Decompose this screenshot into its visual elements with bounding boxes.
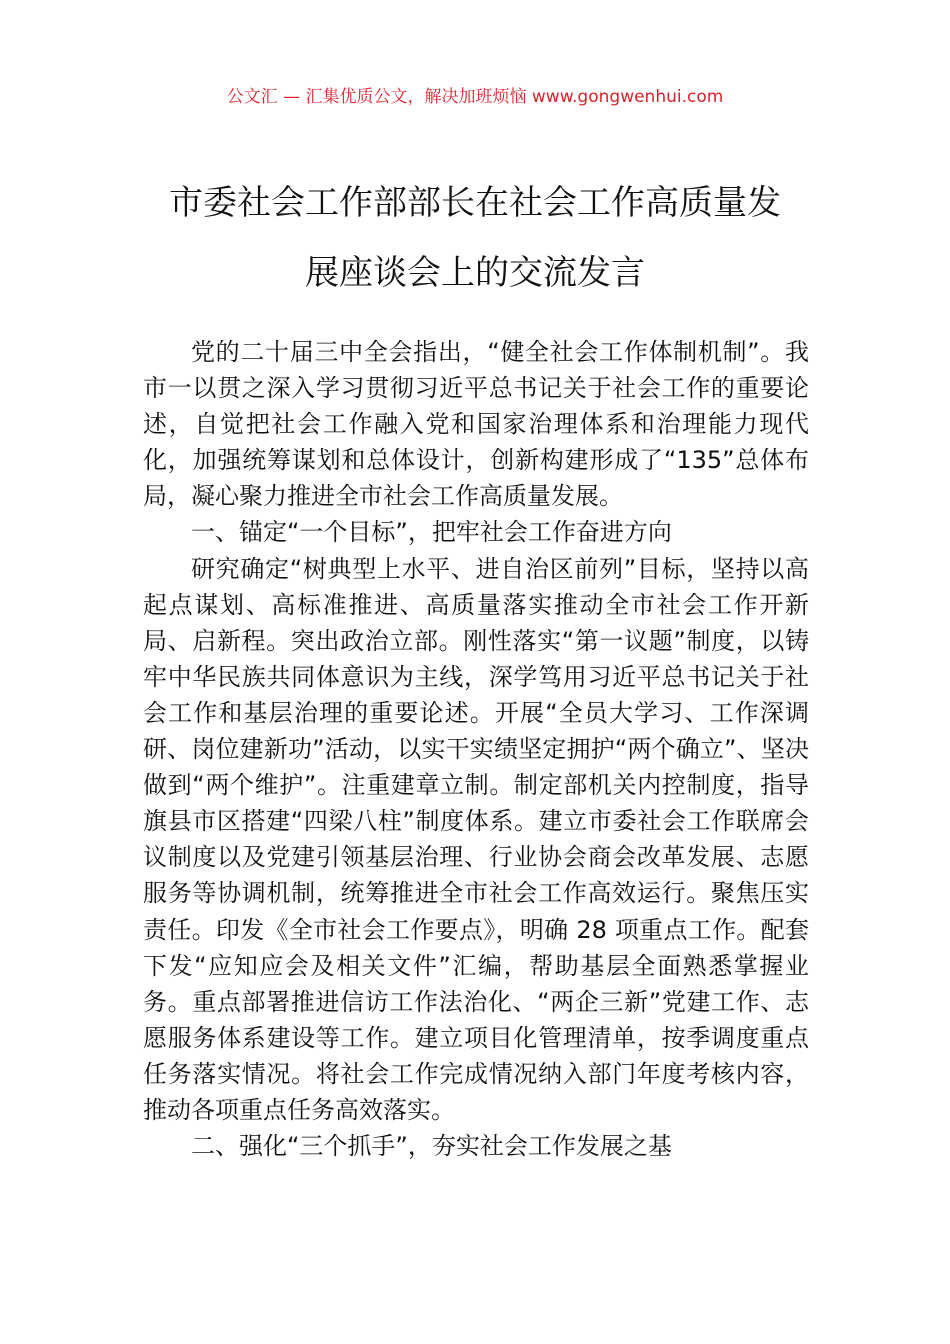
paragraph-intro: 党的二十届三中全会指出，“健全社会工作体制机制”。我市一以贯之深入学习贯彻习近平总书记关于社会工作的重要论述，自觉把社会工作融入党和国家治理体系和治理能力现代化，加强统筹谋划和总体设计，创新构建形成了“135”总体布局，凝心聚力推进全市社会工作高质量发展。 — [143, 338, 809, 511]
document-title — [120, 168, 830, 308]
document-body — [143, 334, 809, 1164]
section-heading-1: 一、锚定“一个目标”，把牢社会工作奋进方向 — [191, 518, 672, 547]
paragraph-section-1: 研究确定“树典型上水平、进自治区前列”目标，坚持以高起点谋划、高标准推进、高质量落实推动全市社会工作开新局、启新程。突出政治立部。刚性落实“第一议题”制度，以铸牢中华民族共同体意识为主线，深学笃用习近平总书记关于社会工作和基层治理的重要论述。开展“全员大学习、工作深调研、岗位建新功”活动，以实干实绩坚定拥护“两个确立”、坚决做到“两个维护”。注重建章立制。制定部机关内控制度，指导旗县市区搭建“四梁八柱”制度体系。建立市委社会工作联席会议制度以及党建引领基层治理、行业协会商会改革发展、志愿服务等协调机制，统筹推进全市社会工作高效运行。聚焦压实责任。印发《全市社会工作要点》，明确 28 项重点工作。配套下发“应知应会及相关文件”汇编，帮助基层全面熟悉掌握业务。重点部署推进信访工作法治化、“两企三新”党建工作、志愿服务体系建设等工作。建立项目化管理清单，按季调度重点任务落实情况。将社会工作完成情况纳入部门年度考核内容，推动各项重点任务高效落实。 — [143, 554, 809, 1124]
site-header-text[interactable]: 公文汇 — 汇集优质公文，解决加班烦恼 www.gongwenhui.com — [226, 87, 724, 107]
document-title-line-2: 展座谈会上的交流发言 — [305, 253, 645, 293]
document-title-line-1: 市委社会工作部部长在社会工作高质量发 — [169, 183, 781, 223]
section-heading-2: 二、强化“三个抓手”，夯实社会工作发展之基 — [191, 1132, 672, 1161]
site-header-banner[interactable] — [0, 84, 950, 110]
